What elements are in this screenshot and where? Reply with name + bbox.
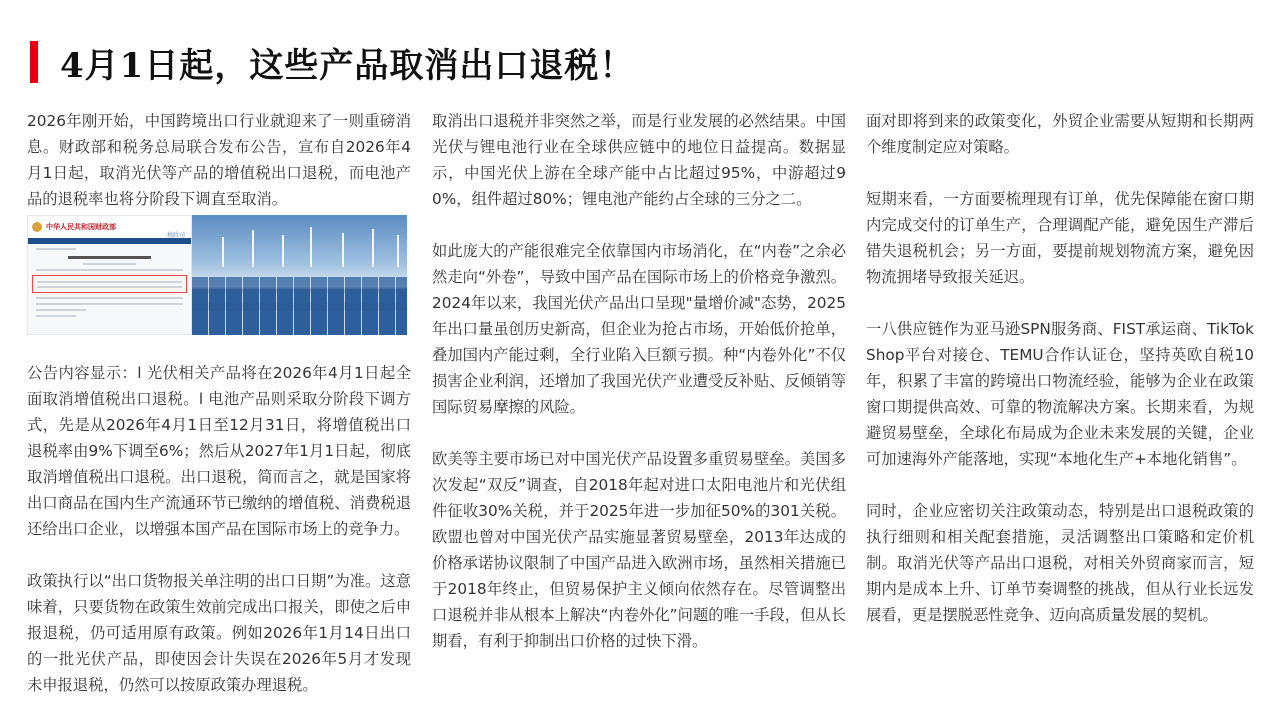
article-header	[30, 40, 634, 84]
paragraph: 公告内容显示：l 光伏相关产品将在2026年4月1日起全面取消增值税出口退税。l 电池产品则采取分阶段下调方式，先是从2026年4月1日至12月31日，将增值税出口退税率由9%下调至6%；然后从2027年1月1日起，彻底取消增值税出口退税。出口退税，简而言之，就是国家将出口商品在国内生产流通环节已缴纳的增值税、消费税退还给出口企业，以增强本国产品在国际市场上的竞争力。	[27, 364, 411, 538]
paragraph: 短期来看，一方面要梳理现有订单，优先保障能在窗口期内完成交付的订单生产，合理调配产能，避免因生产滞后错失退税机会；另一方面，要提前规划物流方案，避免因物流拥堵导致报关延迟。	[866, 190, 1254, 286]
article-title: 4月1日起，这些产品取消出口退税！	[60, 45, 635, 86]
article-figure	[27, 215, 407, 335]
paragraph: 如此庞大的产能很难完全依靠国内市场消化，在“内卷”之余必然走向“外卷”，导致中国产品在国际市场上的价格竞争激烈。2024年以来，我国光伏产品出口呈现"量增价减"态势，2025年出口量虽创历史新高，但企业为抢占市场，开始低价抢单，叠加国内产能过剩，全行业陷入巨额亏损。种“内卷外化”不仅损害企业利润，还增加了我国光伏产业遭受反补贴、反倾销等国际贸易摩擦的风险。	[432, 242, 846, 416]
paragraph: 面对即将到来的政策变化，外贸企业需要从短期和长期两个维度制定应对策略。	[866, 112, 1254, 156]
highlighted-clause	[32, 275, 187, 293]
article-column-2	[432, 108, 846, 654]
title-accent-bar	[30, 41, 38, 83]
wind-solar-photo	[192, 215, 407, 335]
paragraph: 取消出口退税并非突然之举，而是行业发展的必然结果。中国光伏与锂电池行业在全球供应链中的地位日益提高。数据显示，中国光伏上游在全球产能中占比超过95%，中游超过90%，组件超过80%；锂电池产能约占全球的三分之二。	[432, 112, 846, 208]
article-column-3	[866, 108, 1254, 628]
ministry-name: 中华人民共和国财政部	[46, 223, 116, 231]
ministry-notice-screenshot	[27, 215, 192, 335]
department-tag: 税政司	[166, 232, 185, 239]
paragraph: 同时，企业应密切关注政策动态，特别是出口退税政策的执行细则和相关配套措施，灵活调整出口策略和定价机制。取消光伏等产品出口退税，对相关外贸商家而言，短期内是成本上升、订单节奏调整的挑战，但从行业长远发展看，更是摆脱恶性竞争、迈向高质量发展的契机。	[866, 502, 1254, 624]
paragraph: 欧美等主要市场已对中国光伏产品设置多重贸易壁垒。美国多次发起“双反”调查，自2018年起对进口太阳电池片和光伏组件征收30%关税，并于2025年进一步加征50%的301关税。欧盟也曾对中国光伏产品实施显著贸易壁垒，2013年达成的价格承诺协议限制了中国产品进入欧洲市场，虽然相关措施已于2018年终止，但贸易保护主义倾向依然存在。尽管调整出口退税并非从根本上解决“内卷外化”问题的唯一手段，但从长期看，有利于抑制出口价格的过快下滑。	[432, 450, 846, 650]
article-column-1	[27, 108, 411, 698]
national-emblem-icon	[32, 222, 42, 232]
paragraph: 2026年刚开始，中国跨境出口行业就迎来了一则重磅消息。财政部和税务总局联合发布公告，宣布自2026年4月1日起，取消光伏等产品的增值税出口退税，而电池产品的退税率也将分阶段下调直至取消。	[27, 112, 411, 208]
paragraph: 政策执行以“出口货物报关单注明的出口日期”为准。这意味着，只要货物在政策生效前完成出口报关，即使之后申报退税，仍可适用原有政策。例如2026年1月14日出口的一批光伏产品，即使因会计失误在2026年5月才发现未申报退税，仍然可以按原政策办理退税。	[27, 572, 411, 694]
paragraph: 一八供应链作为亚马逊SPN服务商、FIST承运商、TikTok Shop平台对接仓、TEMU合作认证仓，坚持英欧自税10年，积累了丰富的跨境出口物流经验，能够为企业在政策窗口期提供高效、可靠的物流解决方案。长期来看，为规避贸易壁垒，全球化布局成为企业未来发展的关键，企业可加速海外产能落地，实现“本地化生产+本地化销售”。	[866, 320, 1254, 468]
